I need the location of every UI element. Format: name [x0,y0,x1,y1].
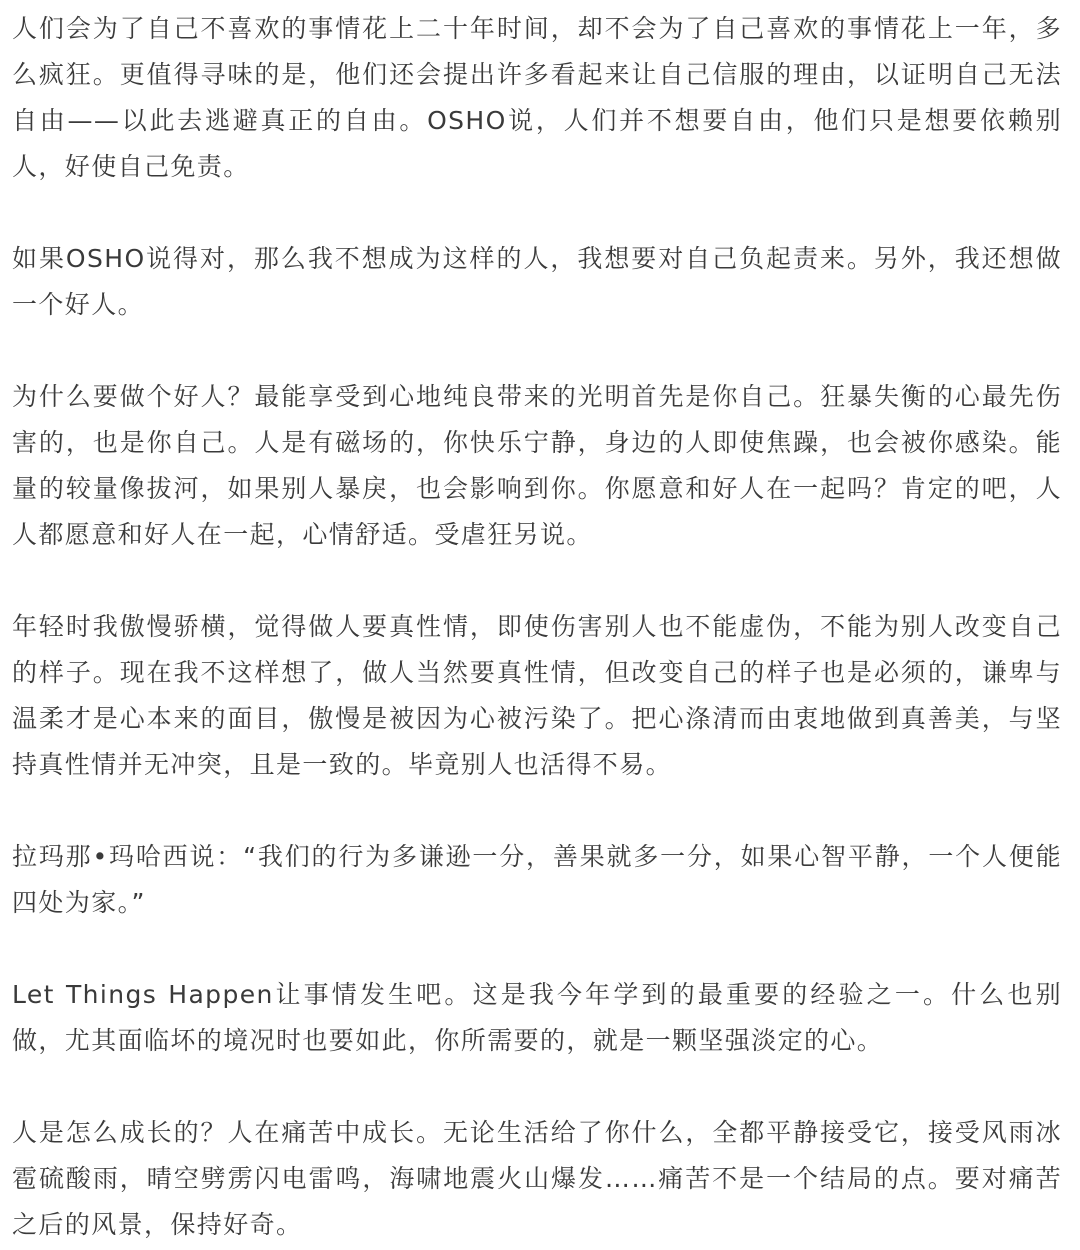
paragraph-quote: 拉玛那•玛哈西说：“我们的行为多谦逊一分，善果就多一分，如果心智平静，一个人便能四处为家。” [12,842,1062,917]
paragraph-responsibility: 如果OSHO说得对，那么我不想成为这样的人，我想要对自己负起责来。另外，我还想做一个好人。 [12,244,1062,319]
paragraph-humility: 年轻时我傲慢骄横，觉得做人要真性情，即使伤害别人也不能虚伪，不能为别人改变自己的样子。现在我不这样想了，做人当然要真性情，但改变自己的样子也是必须的，谦卑与温柔才是心本来的面目，傲慢是被因为心被污染了。把心涤清而由衷地做到真善美，与坚持真性情并无冲突，且是一致的。毕竟别人也活得不易。 [12,612,1062,779]
article-body [12,6,1062,1248]
paragraph-be-good: 为什么要做个好人？最能享受到心地纯良带来的光明首先是你自己。狂暴失衡的心最先伤害的，也是你自己。人是有磁场的，你快乐宁静，身边的人即使焦躁，也会被你感染。能量的较量像拔河，如果别人暴戾，也会影响到你。你愿意和好人在一起吗？肯定的吧，人人都愿意和好人在一起，心情舒适。受虐狂另说。 [12,382,1062,549]
paragraph-growth: 人是怎么成长的？人在痛苦中成长。无论生活给了你什么，全都平静接受它，接受风雨冰雹硫酸雨，晴空劈雳闪电雷鸣，海啸地震火山爆发……痛苦不是一个结局的点。要对痛苦之后的风景，保持好奇。 [12,1118,1062,1239]
paragraph-let-things-happen: Let Things Happen让事情发生吧。这是我今年学到的最重要的经验之一。什么也别做，尤其面临坏的境况时也要如此，你所需要的，就是一颗坚强淡定的心。 [12,980,1062,1055]
paragraph-freedom: 人们会为了自己不喜欢的事情花上二十年时间，却不会为了自己喜欢的事情花上一年，多么疯狂。更值得寻味的是，他们还会提出许多看起来让自己信服的理由，以证明自己无法自由——以此去逃避真正的自由。OSHO说，人们并不想要自由，他们只是想要依赖别人，好使自己免责。 [12,14,1062,181]
